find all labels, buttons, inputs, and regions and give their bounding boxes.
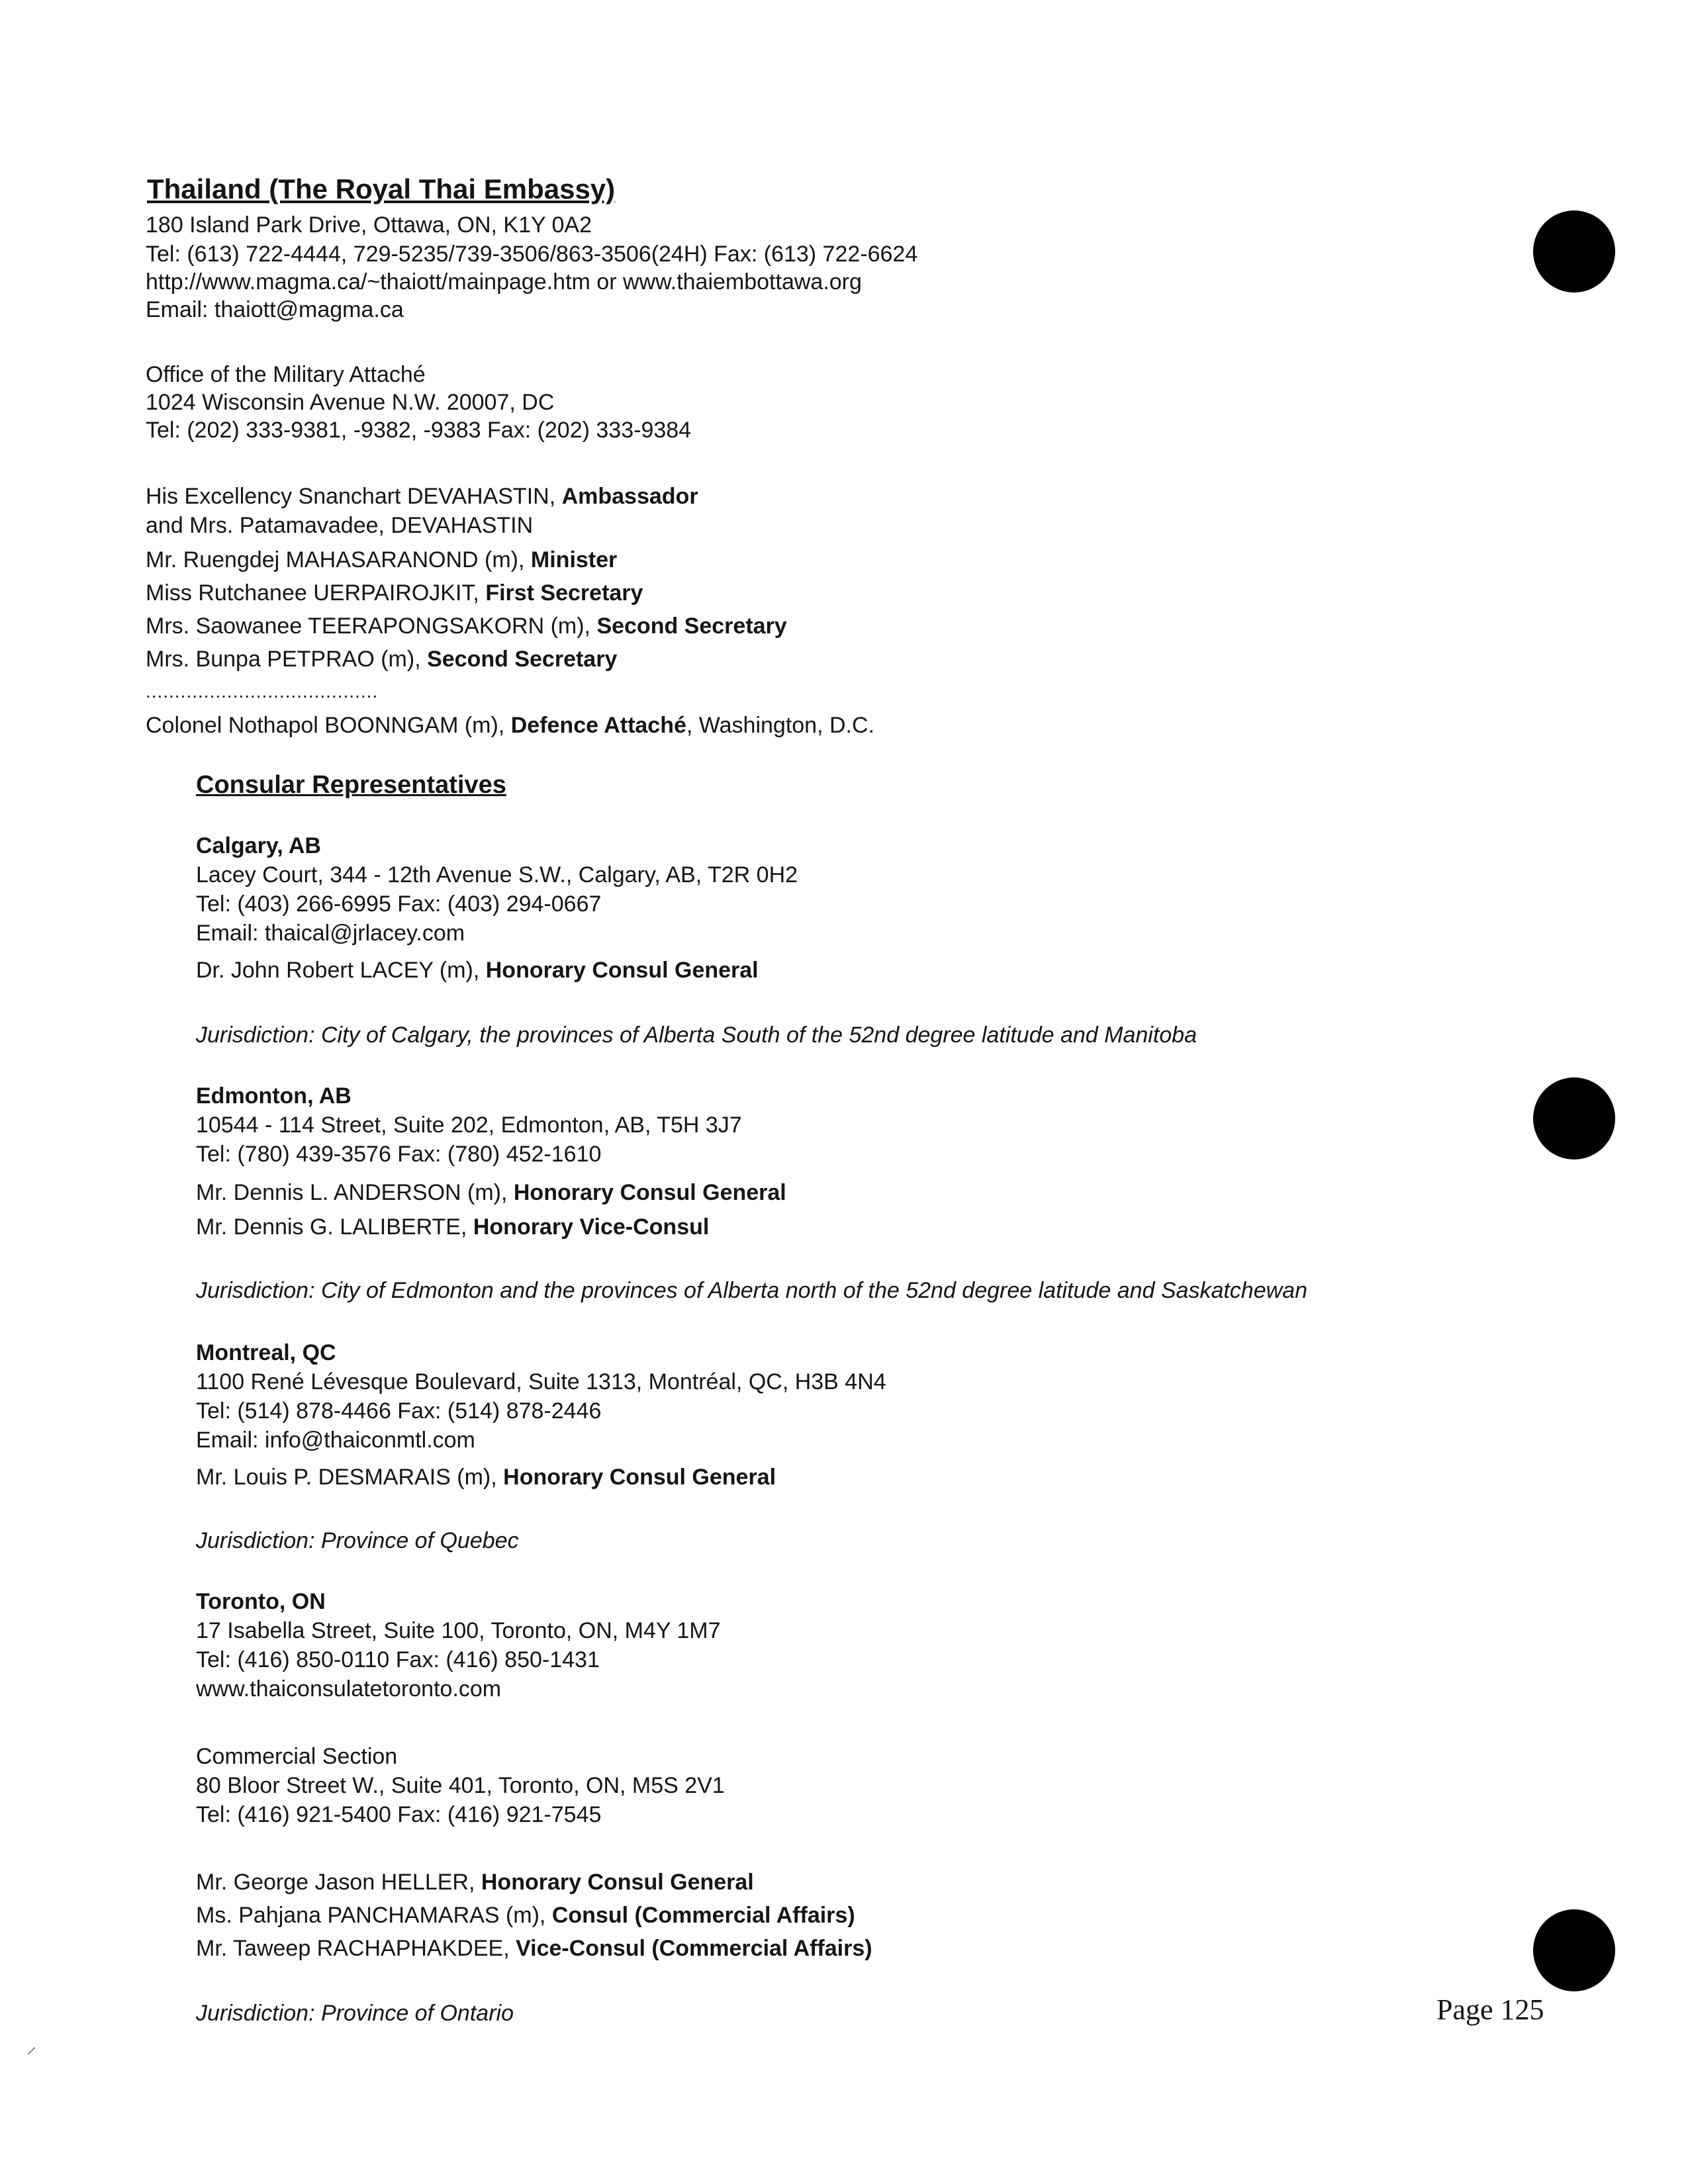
punch-hole-middle bbox=[1533, 1077, 1615, 1160]
montreal-phone: Tel: (514) 878-4466 Fax: (514) 878-2446 bbox=[196, 1398, 602, 1424]
toronto-phone: Tel: (416) 850-0110 Fax: (416) 850-1431 bbox=[196, 1647, 600, 1672]
montreal-staff-entry bbox=[196, 1464, 776, 1490]
montreal-address: 1100 René Lévesque Boulevard, Suite 1313, Montréal, QC, H3B 4N4 bbox=[196, 1369, 886, 1394]
staff-name: Dr. John Robert LACEY (m), bbox=[196, 958, 486, 983]
punch-hole-bottom bbox=[1533, 1909, 1615, 1991]
staff-title: First Secretary bbox=[485, 580, 643, 606]
montreal-city: Montreal, QC bbox=[196, 1340, 336, 1365]
embassy-email: Email: thaiott@magma.ca bbox=[146, 297, 404, 322]
calgary-email: Email: thaical@jrlacey.com bbox=[196, 921, 465, 946]
edmonton-staff-entry bbox=[196, 1179, 786, 1206]
defence-attache-entry bbox=[146, 712, 874, 739]
staff-name: Mr. Ruengdej MAHASARANOND (m), bbox=[146, 547, 531, 572]
staff-entry bbox=[146, 613, 787, 639]
staff-title: Second Secretary bbox=[596, 614, 787, 639]
staff-title: Honorary Consul General bbox=[485, 958, 759, 983]
staff-name: Mr. Louis P. DESMARAIS (m), bbox=[196, 1465, 504, 1490]
staff-title: Honorary Consul General bbox=[503, 1465, 776, 1490]
edmonton-city: Edmonton, AB bbox=[196, 1083, 352, 1109]
edmonton-address: 10544 - 114 Street, Suite 202, Edmonton, AB, T5H 3J7 bbox=[196, 1113, 742, 1138]
toronto-staff-entry bbox=[196, 1869, 754, 1895]
staff-name: Miss Rutchanee UERPAIROJKIT, bbox=[146, 580, 486, 606]
page-number: Page 125 bbox=[1436, 1993, 1544, 2026]
staff-title: Minister bbox=[530, 547, 618, 572]
calgary-staff-entry bbox=[196, 957, 759, 983]
military-office-address: 1024 Wisconsin Avenue N.W. 20007, DC bbox=[146, 390, 555, 415]
edmonton-jurisdiction: Jurisdiction: City of Edmonton and the provinces of Alberta north of the 52nd degree latitude and Saskatchewan bbox=[196, 1278, 1307, 1303]
staff-entry bbox=[146, 483, 698, 510]
staff-title: Honorary Vice-Consul bbox=[473, 1214, 710, 1240]
montreal-email: Email: info@thaiconmtl.com bbox=[196, 1428, 475, 1453]
toronto-commercial-name: Commercial Section bbox=[196, 1744, 398, 1769]
toronto-city: Toronto, ON bbox=[196, 1589, 326, 1614]
toronto-commercial-phone: Tel: (416) 921-5400 Fax: (416) 921-7545 bbox=[196, 1802, 602, 1827]
consular-heading: Consular Representatives bbox=[196, 771, 506, 799]
calgary-phone: Tel: (403) 266-6995 Fax: (403) 294-0667 bbox=[196, 891, 602, 917]
staff-title: Ambassador bbox=[561, 484, 698, 509]
toronto-staff-entry bbox=[196, 1935, 872, 1962]
staff-title: Consul (Commercial Affairs) bbox=[551, 1903, 855, 1928]
defence-attache-title: Defence Attaché bbox=[510, 713, 686, 738]
embassy-website: http://www.magma.ca/~thaiott/mainpage.htm or www.thaiembottawa.org bbox=[146, 269, 862, 295]
staff-name: Ms. Pahjana PANCHAMARAS (m), bbox=[196, 1903, 552, 1928]
staff-name: His Excellency Snanchart DEVAHASTIN, bbox=[146, 484, 562, 509]
calgary-address: Lacey Court, 344 - 12th Avenue S.W., Calgary, AB, T2R 0H2 bbox=[196, 862, 798, 887]
separator-dots: ........................................ bbox=[146, 681, 379, 702]
staff-entry bbox=[146, 512, 533, 539]
calgary-city: Calgary, AB bbox=[196, 833, 321, 858]
edmonton-phone: Tel: (780) 439-3576 Fax: (780) 452-1610 bbox=[196, 1142, 602, 1167]
staff-entry bbox=[146, 580, 643, 606]
staff-name: Mr. Dennis L. ANDERSON (m), bbox=[196, 1180, 514, 1205]
montreal-jurisdiction: Jurisdiction: Province of Quebec bbox=[196, 1528, 519, 1553]
toronto-website: www.thaiconsulatetoronto.com bbox=[196, 1676, 502, 1702]
staff-name: Mrs. Saowanee TEERAPONGSAKORN (m), bbox=[146, 614, 597, 639]
scan-mark: ⸝ bbox=[26, 2036, 36, 2058]
staff-title: Honorary Consul General bbox=[513, 1180, 786, 1205]
embassy-title: Thailand (The Royal Thai Embassy) bbox=[147, 173, 616, 205]
staff-name: Mrs. Bunpa PETPRAO (m), bbox=[146, 647, 428, 672]
staff-entry bbox=[146, 547, 617, 573]
military-office-phone: Tel: (202) 333-9381, -9382, -9383 Fax: (202) 333-9384 bbox=[146, 418, 692, 443]
embassy-phone: Tel: (613) 722-4444, 729-5235/739-3506/863-3506(24H) Fax: (613) 722-6624 bbox=[146, 242, 918, 267]
calgary-jurisdiction: Jurisdiction: City of Calgary, the provinces of Alberta South of the 52nd degree latitude and Manitoba bbox=[196, 1023, 1197, 1048]
staff-name: Mr. Dennis G. LALIBERTE, bbox=[196, 1214, 473, 1240]
defence-attache-location: , Washington, D.C. bbox=[686, 713, 874, 738]
staff-name: Mr. George Jason HELLER, bbox=[196, 1870, 481, 1895]
staff-name: Mr. Taweep RACHAPHAKDEE, bbox=[196, 1936, 516, 1961]
staff-title: Second Secretary bbox=[427, 647, 618, 672]
edmonton-staff-entry bbox=[196, 1214, 709, 1240]
toronto-commercial-address: 80 Bloor Street W., Suite 401, Toronto, ON, M5S 2V1 bbox=[196, 1773, 725, 1798]
staff-title: Honorary Consul General bbox=[481, 1870, 754, 1895]
military-office-name: Office of the Military Attaché bbox=[146, 362, 426, 387]
embassy-address: 180 Island Park Drive, Ottawa, ON, K1Y 0A2 bbox=[146, 212, 592, 238]
defence-attache-name: Colonel Nothapol BOONNGAM (m), bbox=[146, 713, 511, 738]
staff-entry bbox=[146, 646, 617, 672]
staff-title: Vice-Consul (Commercial Affairs) bbox=[516, 1936, 872, 1961]
toronto-address: 17 Isabella Street, Suite 100, Toronto, ON, M4Y 1M7 bbox=[196, 1618, 721, 1643]
staff-name: and Mrs. Patamavadee, DEVAHASTIN bbox=[146, 513, 534, 538]
toronto-staff-entry bbox=[196, 1902, 855, 1929]
toronto-jurisdiction: Jurisdiction: Province of Ontario bbox=[196, 2001, 514, 2026]
punch-hole-top bbox=[1533, 210, 1615, 293]
